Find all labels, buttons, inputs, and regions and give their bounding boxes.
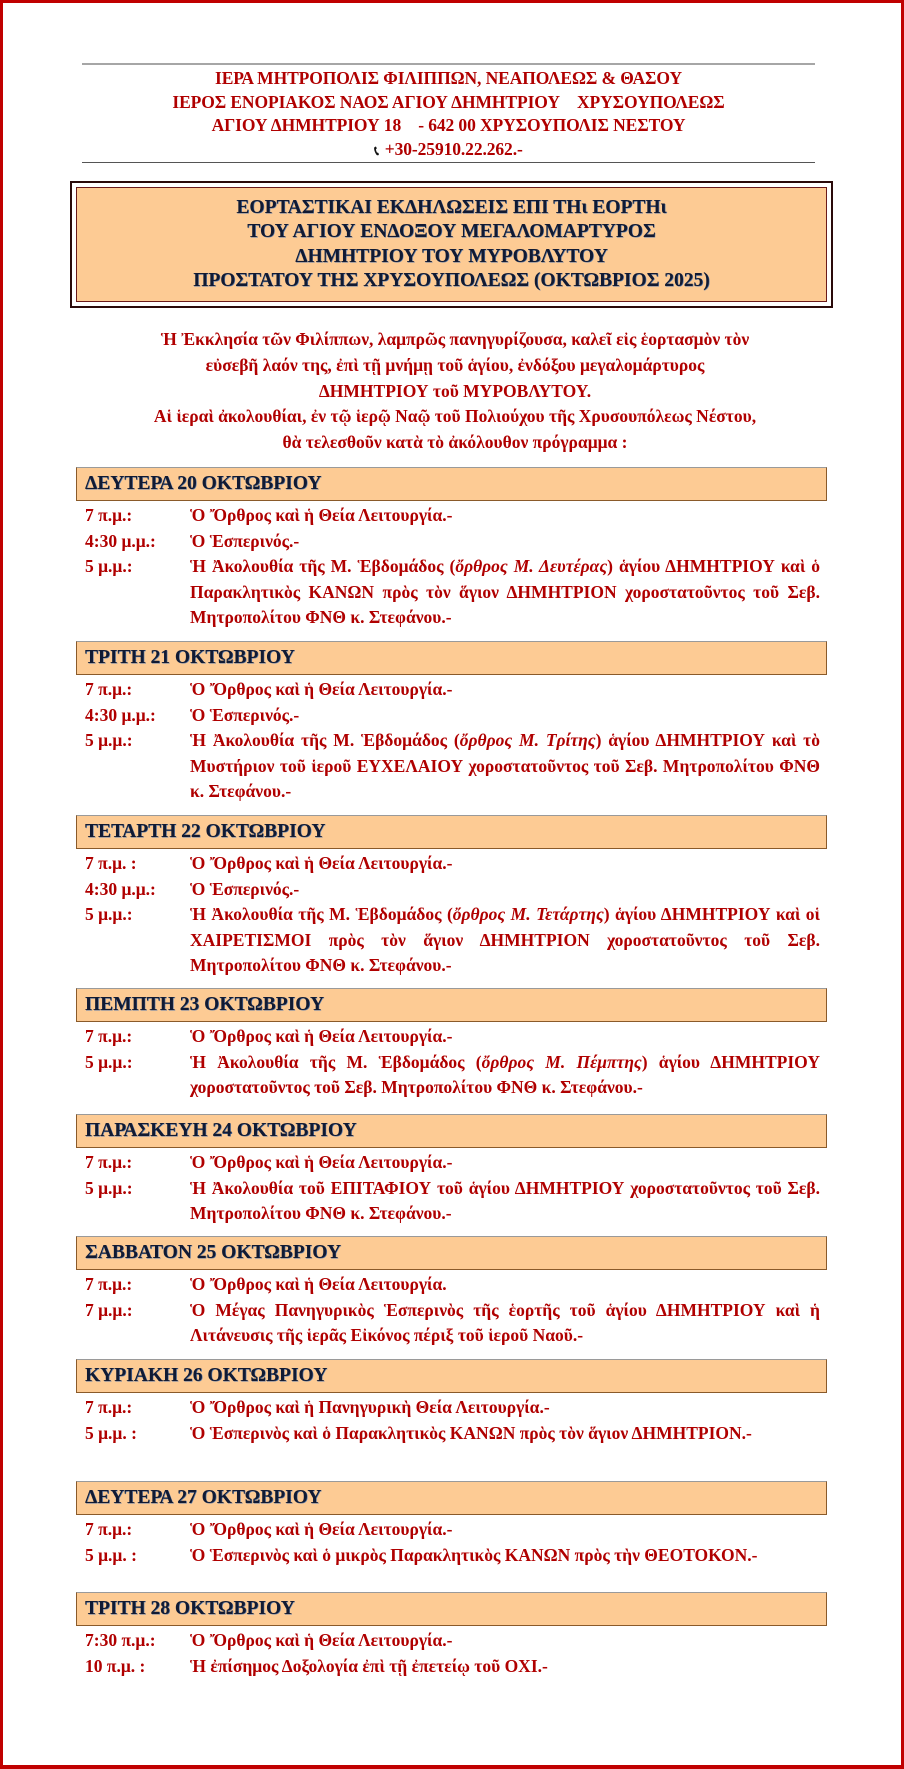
header-bottom-rule	[82, 162, 815, 163]
event-description-text: Ὁ Ὄρθρος καὶ ἡ Θεία Λειτουργία.-	[190, 1630, 453, 1650]
event-description-text: Ὁ Ὄρθρος καὶ ἡ Θεία Λειτουργία.	[190, 1274, 447, 1294]
event-time: 5 μ.μ.:	[85, 556, 133, 577]
event-time: 10 π.μ. :	[85, 1655, 146, 1676]
event-description	[190, 1050, 820, 1101]
event-description	[190, 503, 820, 529]
event-row	[85, 554, 825, 631]
event-description	[190, 851, 820, 877]
event-row	[85, 1628, 825, 1654]
title-line: ΕΟΡΤΑΣΤΙΚΑΙ ΕΚΔΗΛΩΣΕΙΣ ΕΠΙ ΤΗι ΕΟΡΤΗι	[236, 196, 667, 218]
day-events	[85, 1517, 825, 1568]
letterhead-church: ΙΕΡΟΣ ΕΝΟΡΙΑΚΟΣ ΝΑΟΣ ΑΓΙΟΥ ΔΗΜΗΤΡΙΟΥ ΧΡΥΣΟΥΠΟΛΕΩΣ	[172, 91, 725, 112]
intro-line: θὰ τελεσθοῦν κατὰ τὸ ἀκόλουθον πρόγραμμα :	[282, 432, 628, 453]
title-line: ΤΟΥ ΑΓΙΟΥ ΕΝΔΟΞΟΥ ΜΕΓΑΛΟΜΑΡΤΥΡΟΣ	[247, 221, 656, 242]
event-time: 7 π.μ.:	[85, 679, 133, 699]
event-description-text: Ὁ Ὄρθρος καὶ ἡ Θεία Λειτουργία.-	[190, 1519, 453, 1539]
event-description	[190, 1298, 820, 1349]
event-description-text: Ὁ Ἑσπερινὸς καὶ ὁ Παρακλητικὸς ΚΑΝΩΝ πρὸς τὸν ἅγιον ΔΗΜΗΤΡΙΟΝ.-	[190, 1422, 752, 1443]
day-header: ΔΕΥΤΕΡΑ 27 ΟΚΤΩΒΡΙΟΥ	[76, 1481, 827, 1515]
event-description	[190, 1654, 820, 1680]
event-time: 5 μ.μ.:	[85, 1177, 133, 1198]
event-time: 7:30 π.μ.:	[85, 1630, 156, 1650]
event-description-text: Ὁ Ἑσπερινός.-	[190, 878, 300, 899]
event-row	[85, 728, 825, 805]
phone-number: +30-25910.22.262.-	[384, 138, 523, 159]
title-box-inner	[76, 187, 827, 302]
event-row	[85, 1272, 825, 1298]
event-time: 5 μ.μ.:	[85, 1051, 133, 1072]
title-line: ΔΗΜΗΤΡΙΟΥ ΤΟΥ ΜΥΡΟΒΛΥΤΟΥ	[295, 245, 608, 267]
event-row	[85, 1298, 825, 1349]
day-events	[85, 503, 825, 631]
event-description-text: ) ἁγίου ΔΗΜΗΤΡΙΟΥ καὶ τὸ Μυστήριον τοῦ ἱεροῦ ΕΥΧΕΛΑΙΟΥ χοροστατοῦντος τοῦ Σεβ. Μητροπολίτου ΦΝΘ κ. Στεφάνου.-	[190, 730, 821, 802]
day-events	[85, 851, 825, 979]
event-description-text: ) ἁγίου ΔΗΜΗΤΡΙΟΥ καὶ οἱ ΧΑΙΡΕΤΙΣΜΟΙ πρὸς τὸν ἅγιον ΔΗΜΗΤΡΙΟΝ χοροστατοῦντος τοῦ Σεβ. Μητροπολίτου ΦΝΘ κ. Στεφάνου.-	[190, 904, 820, 976]
event-description	[190, 728, 820, 805]
letterhead-address: ΑΓΙΟΥ ΔΗΜΗΤΡΙΟΥ 18 - 642 00 ΧΡΥΣΟΥΠΟΛΙΣ ΝΕΣΤΟΥ	[211, 115, 686, 135]
event-description	[190, 877, 820, 903]
event-description	[190, 1421, 820, 1447]
event-description-text: Ὁ Ὄρθρος καὶ ἡ Θεία Λειτουργία.-	[190, 853, 453, 873]
event-description-text: Ἡ Ἀκολουθία τῆς Μ. Ἑβδομάδος (	[190, 556, 456, 577]
intro-line: Ἡ Ἐκκλησία τῶν Φιλίππων, λαμπρῶς πανηγυρίζουσα, καλεῖ εἰς ἑορτασμὸν τὸν	[160, 329, 750, 349]
day-events	[85, 1395, 825, 1446]
event-description	[190, 1150, 820, 1176]
event-time: 7 π.μ.:	[85, 1274, 133, 1294]
event-row	[85, 503, 825, 529]
day-events	[85, 1272, 825, 1349]
intro-line: ΔΗΜΗΤΡΙΟΥ τοῦ ΜΥΡΟΒΛΥΤΟΥ.	[318, 380, 592, 401]
day-header: ΠΕΜΠΤΗ 23 ΟΚΤΩΒΡΙΟΥ	[76, 988, 827, 1022]
day-header: ΣΑΒΒΑΤΟΝ 25 ΟΚΤΩΒΡΙΟΥ	[76, 1236, 827, 1270]
event-time: 7 π.μ.:	[85, 1152, 133, 1172]
event-description	[190, 1024, 820, 1050]
event-description-text: Ἡ Ἀκολουθία τῆς Μ. Ἑβδομάδος (	[190, 1051, 482, 1072]
event-description	[190, 529, 820, 555]
event-description-text: ) ἁγίου ΔΗΜΗΤΡΙΟΥ καὶ ὁ Παρακλητικὸς ΚΑΝΩΝ πρὸς τὸν ἅγιον ΔΗΜΗΤΡΙΟΝ χοροστατοῦντος τοῦ Σεβ. Μητροπολίτου ΦΝΘ κ. Στεφάνου.-	[190, 556, 820, 628]
event-description-text: Ὁ Ὄρθρος καὶ ἡ Θεία Λειτουργία.-	[190, 505, 453, 525]
event-row	[85, 703, 825, 729]
event-row	[85, 1176, 825, 1227]
event-row	[85, 1543, 825, 1569]
letterhead-phone-line	[82, 138, 815, 163]
event-description-italic: ὄρθρος Μ. Δευτέρας	[455, 556, 608, 577]
event-description-text: Ὁ Ἑσπερινὸς καὶ ὁ μικρὸς Παρακλητικὸς ΚΑΝΩΝ πρὸς τὴν ΘΕΟΤΟΚΟΝ.-	[190, 1544, 758, 1565]
event-row	[85, 902, 825, 979]
event-time: 7 π.μ. :	[85, 853, 137, 873]
event-time: 7 π.μ.:	[85, 1026, 133, 1046]
event-description	[190, 703, 820, 729]
event-row	[85, 877, 825, 903]
event-row	[85, 851, 825, 877]
event-row	[85, 1517, 825, 1543]
event-row	[85, 1150, 825, 1176]
event-description-text: ) ἁγίου ΔΗΜΗΤΡΙΟΥ χοροστατοῦντος τοῦ Σεβ. Μητροπολίτου ΦΝΘ κ. Στεφάνου.-	[190, 1051, 820, 1098]
event-description	[190, 902, 820, 979]
title-box	[70, 181, 833, 308]
event-description	[190, 1395, 820, 1421]
event-row	[85, 1395, 825, 1421]
event-time: 7 π.μ.:	[85, 505, 133, 525]
day-events	[85, 1628, 825, 1679]
event-row	[85, 1421, 825, 1447]
header-top-rule	[82, 63, 815, 65]
day-header: ΠΑΡΑΣΚΕΥΗ 24 ΟΚΤΩΒΡΙΟΥ	[76, 1114, 827, 1148]
event-description	[190, 554, 820, 631]
event-description	[190, 1176, 820, 1227]
event-time: 4:30 μ.μ.:	[85, 530, 156, 551]
day-header: ΚΥΡΙΑΚΗ 26 ΟΚΤΩΒΡΙΟΥ	[76, 1359, 827, 1393]
event-description-text: Ὁ Ἑσπερινός.-	[190, 530, 300, 551]
event-time: 5 μ.μ. :	[85, 1544, 137, 1565]
event-description-text: Ὁ Ὄρθρος καὶ ἡ Θεία Λειτουργία.-	[190, 679, 453, 699]
event-time: 7 μ.μ.:	[85, 1299, 133, 1320]
day-header: ΤΡΙΤΗ 28 ΟΚΤΩΒΡΙΟΥ	[76, 1592, 827, 1626]
event-description-text: Ἡ Ἀκολουθία τῆς Μ. Ἑβδομάδος (	[190, 904, 453, 925]
event-description	[190, 677, 820, 703]
day-events	[85, 677, 825, 805]
event-description	[190, 1543, 820, 1569]
phone-icon: 📞︎	[374, 142, 379, 158]
event-row	[85, 677, 825, 703]
event-description-italic: ὄρθρος Μ. Τετάρτης	[452, 904, 604, 925]
event-time: 5 μ.μ.:	[85, 904, 133, 925]
day-events	[85, 1150, 825, 1227]
event-row	[85, 1024, 825, 1050]
event-time: 5 μ.μ.:	[85, 730, 133, 751]
intro-line: εὐσεβῆ λαόν της, ἐπὶ τῇ μνήμῃ τοῦ ἁγίου, ἐνδόξου μεγαλομάρτυρος	[205, 354, 705, 375]
event-row	[85, 1050, 825, 1101]
event-description-text: Ἡ ἐπίσημος Δοξολογία ἐπὶ τῇ ἐπετείῳ τοῦ ΟΧΙ.-	[190, 1655, 548, 1676]
event-time: 7 π.μ.:	[85, 1397, 133, 1417]
event-description-text: Ὁ Ἑσπερινός.-	[190, 704, 300, 725]
event-description	[190, 1517, 820, 1543]
letterhead	[82, 67, 815, 162]
letterhead-metropolis: ΙΕΡΑ ΜΗΤΡΟΠΟΛΙΣ ΦΙΛΙΠΠΩΝ, ΝΕΑΠΟΛΕΩΣ & ΘΑΣΟΥ	[215, 68, 682, 88]
event-time: 5 μ.μ. :	[85, 1422, 137, 1443]
day-header: ΤΡΙΤΗ 21 ΟΚΤΩΒΡΙΟΥ	[76, 641, 827, 675]
event-description-italic: ὄρθρος Μ. Τρίτης	[459, 730, 596, 751]
event-description-text: Ὁ Ὄρθρος καὶ ἡ Πανηγυρικὴ Θεία Λειτουργία.-	[190, 1397, 550, 1417]
title-line: ΠΡΟΣΤΑΤΟΥ ΤΗΣ ΧΡΥΣΟΥΠΟΛΕΩΣ (ΟΚΤΩΒΡΙΟΣ 2025)	[193, 270, 710, 291]
event-row	[85, 1654, 825, 1680]
event-description	[190, 1272, 820, 1298]
event-description-text: Ἡ Ἀκολουθία τῆς Μ. Ἑβδομάδος (	[190, 730, 460, 751]
day-events	[85, 1024, 825, 1101]
event-description-italic: ὄρθρος Μ. Πέμπτης	[481, 1051, 642, 1072]
event-time: 4:30 μ.μ.:	[85, 704, 156, 725]
intro-paragraph	[80, 327, 830, 456]
event-description-text: Ὁ Ὄρθρος καὶ ἡ Θεία Λειτουργία.-	[190, 1152, 453, 1172]
event-description-text: Ὁ Μέγας Πανηγυρικὸς Ἑσπερινὸς τῆς ἑορτῆς τοῦ ἁγίου ΔΗΜΗΤΡΙΟΥ καὶ ἡ Λιτάνευσις τῆς ἱερᾶς Εἰκόνος πέριξ τοῦ ἱεροῦ Ναοῦ.-	[190, 1299, 820, 1346]
event-description	[190, 1628, 820, 1654]
event-time: 7 π.μ.:	[85, 1519, 133, 1539]
intro-line: Αἱ ἱεραὶ ἀκολουθίαι, ἐν τῷ ἱερῷ Ναῷ τοῦ Πολιούχου τῆς Χρυσουπόλεως Νέστου,	[153, 406, 757, 427]
event-description-text: Ὁ Ὄρθρος καὶ ἡ Θεία Λειτουργία.-	[190, 1026, 453, 1046]
event-row	[85, 529, 825, 555]
day-header: ΔΕΥΤΕΡΑ 20 ΟΚΤΩΒΡΙΟΥ	[76, 467, 827, 501]
day-header: ΤΕΤΑΡΤΗ 22 ΟΚΤΩΒΡΙΟΥ	[76, 815, 827, 849]
event-time: 4:30 μ.μ.:	[85, 878, 156, 899]
event-description-text: Ἡ Ἀκολουθία τοῦ ΕΠΙΤΑΦΙΟΥ τοῦ ἁγίου ΔΗΜΗΤΡΙΟΥ χοροστατοῦντος τοῦ Σεβ. Μητροπολίτου ΦΝΘ κ. Στεφάνου.-	[190, 1177, 820, 1224]
